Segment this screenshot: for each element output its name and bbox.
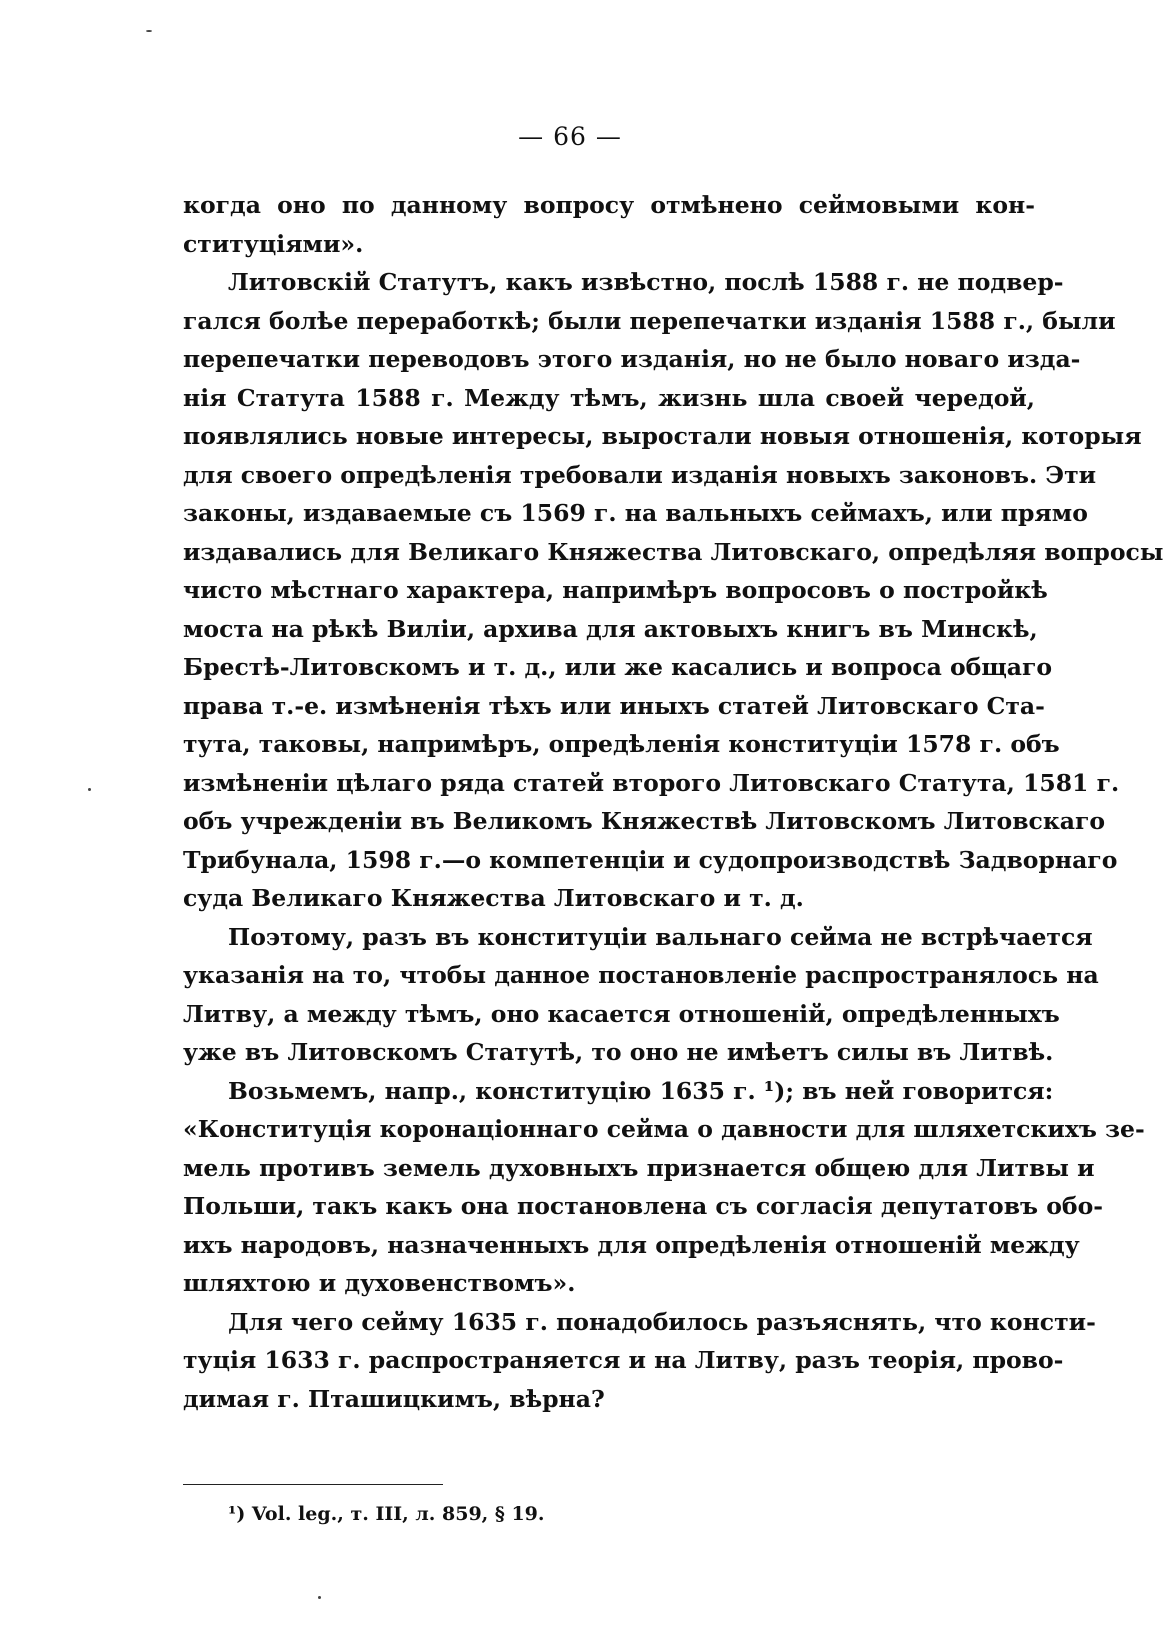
scan-speck [318, 1596, 321, 1599]
text-line: объ учрежденіи въ Великомъ Княжествѣ Литовскомъ Литовскаго [183, 807, 1106, 835]
text-line: Брестѣ-Литовскомъ и т. д., или же касались и вопроса общаго [183, 653, 1053, 681]
text-line: ихъ народовъ, назначенныхъ для опредѣленія отношеній между [183, 1230, 1080, 1259]
text-line: Поэтому, разъ въ конституціи вальнаго сейма не встрѣчается [228, 922, 1093, 951]
text-line: гался болѣе переработкѣ; были перепечатки изданія 1588 г., были [183, 306, 1116, 335]
text-line: Польши, такъ какъ она постановлена съ согласія депутатовъ обо- [183, 1192, 1104, 1220]
footnote-rule [183, 1484, 443, 1485]
text-line: шляхтою и духовенствомъ». [183, 1269, 576, 1297]
text-line: указанія на то, чтобы данное постановленіе распространялось на [183, 961, 1099, 989]
text-line: суда Великаго Княжества Литовскаго и т. д. [183, 884, 804, 912]
text-line: Возьмемъ, напр., конституцію 1635 г. ¹); въ ней говорится: [228, 1076, 1054, 1105]
text-line: «Конституція коронаціоннаго сейма о давности для шляхетскихъ зе- [183, 1115, 1145, 1143]
text-line: уже въ Литовскомъ Статутѣ, то оно не имѣетъ силы въ Литвѣ. [183, 1038, 1054, 1066]
text-line: чисто мѣстнаго характера, напримѣръ вопросовъ о постройкѣ [183, 576, 1048, 604]
text-line: Литовскій Статутъ, какъ извѣстно, послѣ 1588 г. не подвер- [228, 268, 1064, 296]
body-text [183, 186, 1163, 1418]
text-line: ституціями». [183, 229, 364, 258]
footnote: ¹) Vol. leg., т. III, л. 859, § 19. [228, 1503, 545, 1525]
text-line: законы, издаваемые съ 1569 г. на вальныхъ сеймахъ, или прямо [183, 499, 1088, 527]
text-line: тута, таковы, напримѣръ, опредѣленія конституціи 1578 г. объ [183, 730, 1060, 758]
scan-speck [88, 788, 91, 791]
scan-speck [146, 30, 152, 32]
text-line: измѣненіи цѣлаго ряда статей второго Литовскаго Статута, 1581 г. [183, 768, 1120, 797]
text-line: перепечатки переводовъ этого изданія, но не было новаго изда- [183, 345, 1081, 373]
text-line: Для чего сейму 1635 г. понадобилось разъяснять, что консти- [228, 1307, 1096, 1336]
text-line: димая г. Пташицкимъ, вѣрна? [183, 1384, 605, 1413]
text-line: мель противъ земель духовныхъ признается общею для Литвы и [183, 1153, 1095, 1182]
text-line: права т.-е. измѣненія тѣхъ или иныхъ статей Литовскаго Ста- [183, 691, 1045, 720]
text-line: Трибунала, 1598 г.—о компетенціи и судопроизводствѣ Задворнаго [183, 845, 1118, 874]
text-line: Литву, а между тѣмъ, оно касается отношеній, опредѣленныхъ [183, 999, 1060, 1028]
page-number: — 66 — [518, 122, 622, 151]
text-line: появлялись новые интересы, выростали новыя отношенія, которыя [183, 422, 1142, 450]
text-line: когда оно по данному вопросу отмѣнено сеймовыми кон- [183, 191, 1035, 219]
text-line: моста на рѣкѣ Виліи, архива для актовыхъ книгъ въ Минскѣ, [183, 614, 1038, 643]
text-line: для своего опредѣленія требовали изданія новыхъ законовъ. Эти [183, 460, 1097, 489]
text-line: издавались для Великаго Княжества Литовскаго, опредѣляя вопросы [183, 537, 1163, 566]
text-line: нія Статута 1588 г. Между тѣмъ, жизнь шла своей чередой, [183, 383, 1035, 412]
text-line: туція 1633 г. распространяется и на Литву, разъ теорія, прово- [183, 1346, 1064, 1374]
